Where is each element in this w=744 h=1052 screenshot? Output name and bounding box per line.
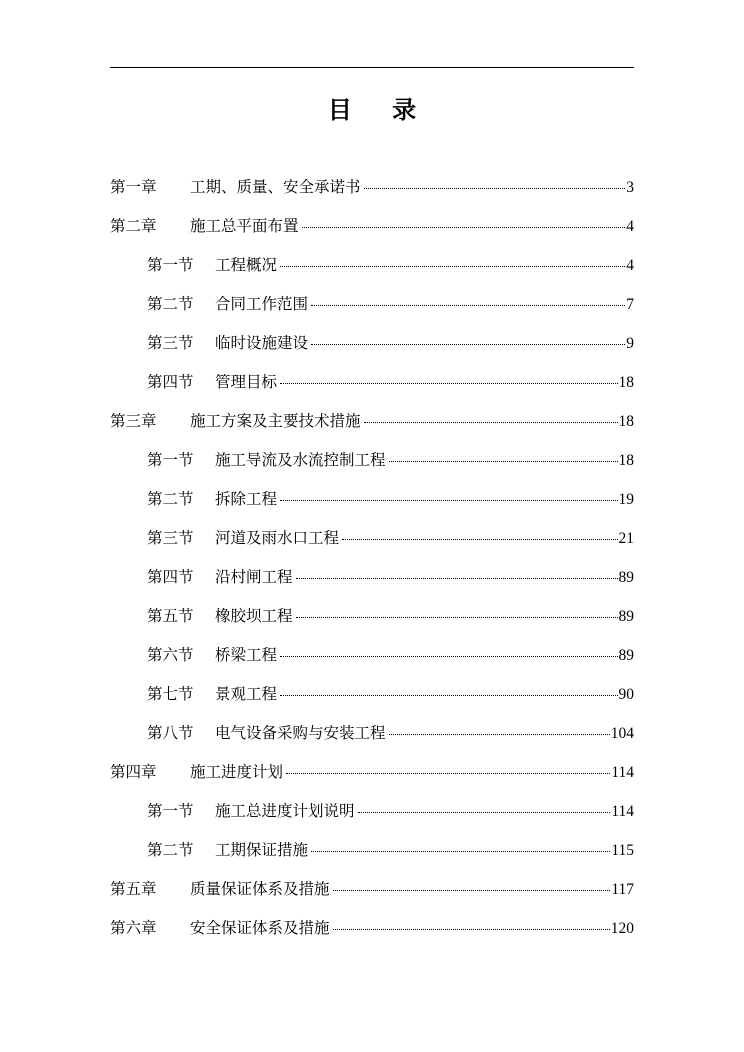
entry-title: 施工总进度计划说明	[215, 802, 355, 820]
entry-title: 安全保证体系及措施	[190, 919, 330, 937]
section-label: 第七节	[147, 685, 194, 703]
dot-leader	[364, 422, 618, 423]
entry-title: 工程概况	[215, 256, 278, 274]
entry-title: 桥梁工程	[215, 646, 278, 664]
entry-title: 施工总平面布置	[190, 217, 299, 235]
page-number: 4	[626, 218, 634, 235]
page-number: 7	[626, 296, 634, 313]
section-label: 第二节	[147, 841, 194, 859]
entry-title: 质量保证体系及措施	[190, 880, 330, 898]
dot-leader	[333, 929, 610, 930]
dot-leader	[311, 344, 625, 345]
toc-chapter-entry[interactable]	[110, 757, 634, 796]
entry-title: 工期、质量、安全承诺书	[190, 178, 361, 196]
toc-chapter-entry[interactable]	[110, 913, 634, 952]
toc-section-entry[interactable]	[110, 250, 634, 289]
section-label: 第八节	[147, 724, 194, 742]
entry-title: 合同工作范围	[215, 295, 309, 313]
toc-chapter-entry[interactable]	[110, 172, 634, 211]
dot-leader	[342, 539, 617, 540]
section-label: 第一节	[147, 802, 194, 820]
entry-title: 施工进度计划	[190, 763, 284, 781]
section-label: 第五节	[147, 607, 194, 625]
page-number: 115	[611, 842, 634, 859]
page-number: 3	[626, 179, 634, 196]
toc-section-entry[interactable]	[110, 484, 634, 523]
dot-leader	[296, 578, 618, 579]
entry-title: 河道及雨水口工程	[215, 529, 340, 547]
entry-title: 工期保证措施	[215, 841, 309, 859]
entry-title: 景观工程	[215, 685, 278, 703]
dot-leader	[280, 266, 625, 267]
toc-section-entry[interactable]	[110, 367, 634, 406]
section-label: 第一节	[147, 451, 194, 469]
toc-chapter-entry[interactable]	[110, 406, 634, 445]
entry-title: 施工方案及主要技术措施	[190, 412, 361, 430]
table-of-contents	[110, 172, 634, 952]
dot-leader	[333, 890, 611, 891]
dot-leader	[358, 812, 611, 813]
page-number: 117	[611, 881, 634, 898]
section-label: 第四节	[147, 568, 194, 586]
toc-section-entry[interactable]	[110, 835, 634, 874]
section-label: 第三节	[147, 334, 194, 352]
toc-section-entry[interactable]	[110, 562, 634, 601]
page-number: 19	[618, 491, 634, 508]
dot-leader	[280, 383, 617, 384]
entry-title: 管理目标	[215, 373, 278, 391]
entry-title: 施工导流及水流控制工程	[215, 451, 386, 469]
toc-heading: 目 录	[327, 96, 433, 124]
entry-title: 拆除工程	[215, 490, 278, 508]
header-rule	[110, 67, 634, 68]
page-number: 18	[618, 452, 634, 469]
toc-section-entry[interactable]	[110, 328, 634, 367]
chapter-label: 第四章	[110, 763, 157, 781]
page-number: 120	[610, 920, 634, 937]
toc-section-entry[interactable]	[110, 796, 634, 835]
dot-leader	[280, 500, 617, 501]
toc-section-entry[interactable]	[110, 289, 634, 328]
page-number: 18	[618, 413, 634, 430]
entry-title: 临时设施建设	[215, 334, 309, 352]
dot-leader	[311, 851, 610, 852]
page-number: 21	[618, 530, 634, 547]
toc-section-entry[interactable]	[110, 640, 634, 679]
page-number: 89	[618, 647, 634, 664]
entry-title: 沿村闸工程	[215, 568, 293, 586]
page-number: 114	[611, 764, 634, 781]
entry-title: 电气设备采购与安装工程	[215, 724, 386, 742]
toc-chapter-entry[interactable]	[110, 874, 634, 913]
dot-leader	[389, 461, 618, 462]
toc-section-entry[interactable]	[110, 718, 634, 757]
chapter-label: 第一章	[110, 178, 157, 196]
chapter-label: 第六章	[110, 919, 157, 937]
section-label: 第三节	[147, 529, 194, 547]
dot-leader	[296, 617, 618, 618]
entry-title: 橡胶坝工程	[215, 607, 293, 625]
page-number: 4	[626, 257, 634, 274]
page-number: 90	[618, 686, 634, 703]
page-number: 104	[610, 725, 634, 742]
page-number: 18	[618, 374, 634, 391]
toc-section-entry[interactable]	[110, 679, 634, 718]
chapter-label: 第五章	[110, 880, 157, 898]
toc-section-entry[interactable]	[110, 445, 634, 484]
toc-chapter-entry[interactable]	[110, 211, 634, 250]
toc-section-entry[interactable]	[110, 601, 634, 640]
dot-leader	[286, 773, 610, 774]
section-label: 第一节	[147, 256, 194, 274]
page-number: 114	[611, 803, 634, 820]
page-number: 89	[618, 608, 634, 625]
dot-leader	[280, 695, 617, 696]
dot-leader	[311, 305, 625, 306]
chapter-label: 第二章	[110, 217, 157, 235]
dot-leader	[280, 656, 617, 657]
dot-leader	[389, 734, 610, 735]
dot-leader	[302, 227, 626, 228]
chapter-label: 第三章	[110, 412, 157, 430]
section-label: 第六节	[147, 646, 194, 664]
dot-leader	[364, 188, 626, 189]
section-label: 第四节	[147, 373, 194, 391]
section-label: 第二节	[147, 490, 194, 508]
page-number: 89	[618, 569, 634, 586]
section-label: 第二节	[147, 295, 194, 313]
toc-section-entry[interactable]	[110, 523, 634, 562]
page-number: 9	[626, 335, 634, 352]
